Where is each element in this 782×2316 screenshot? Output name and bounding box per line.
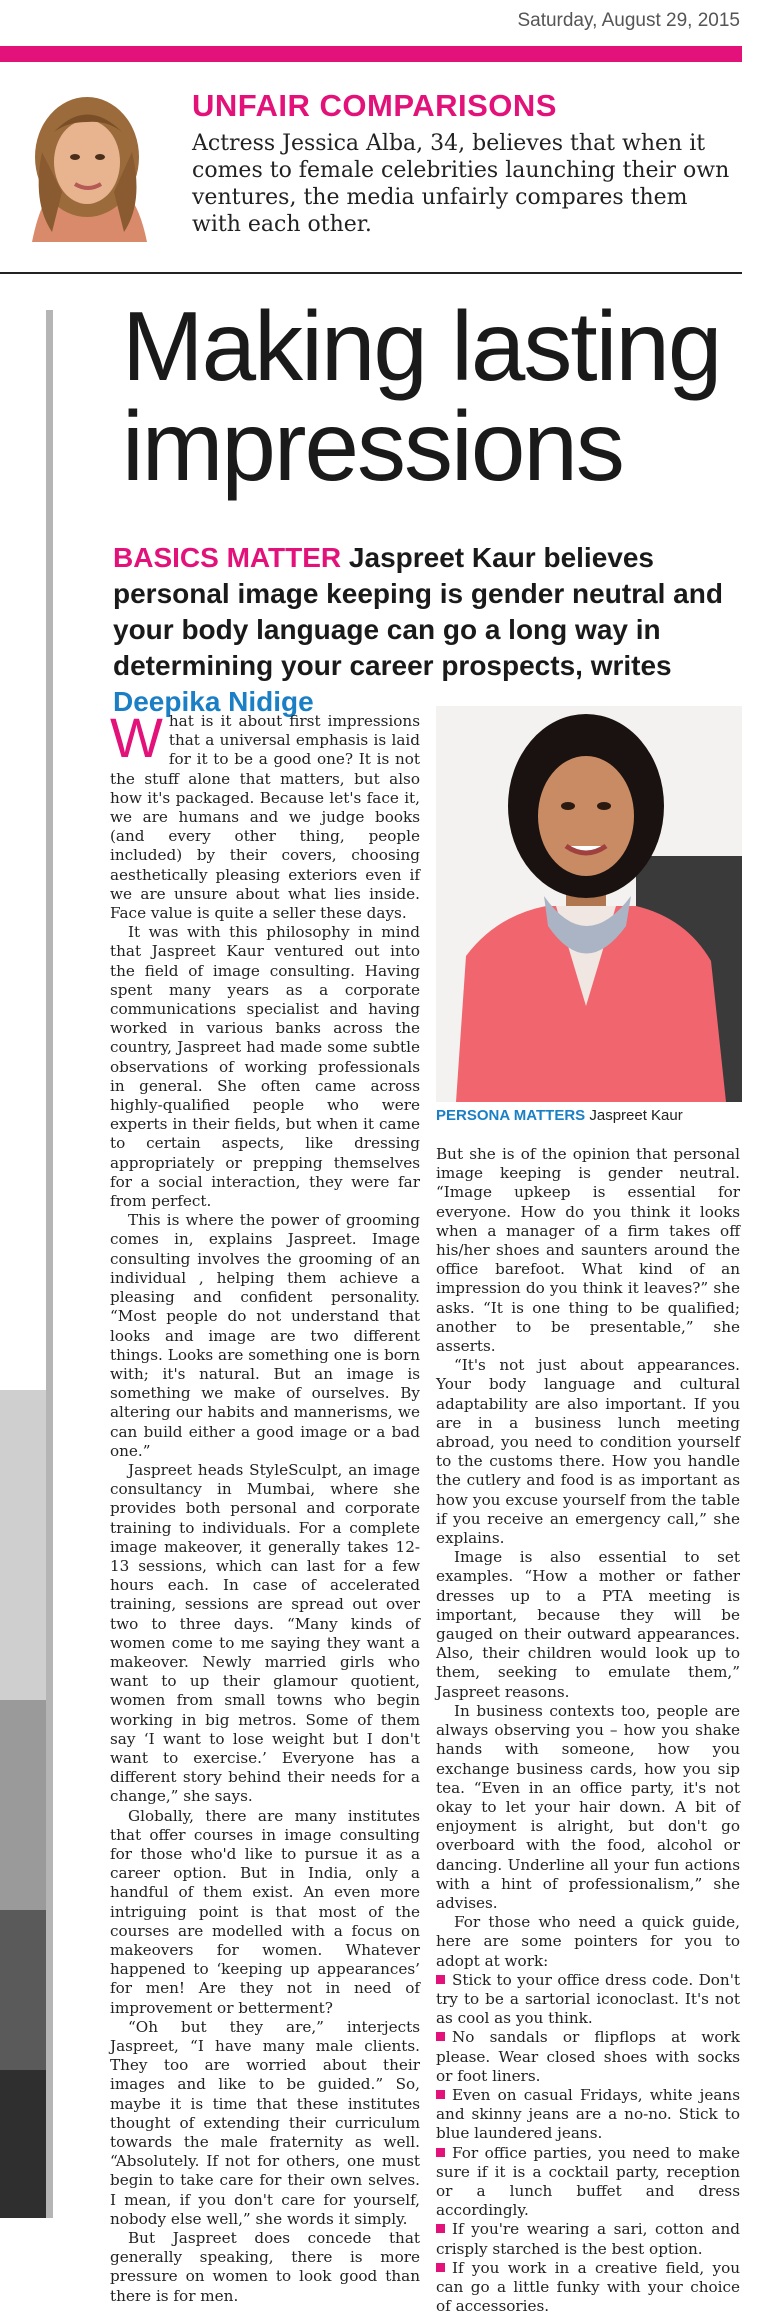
tip-item: Stick to your office dress code. Don't try to be a sartorial iconoclast. It's not as cool as you think. xyxy=(436,1970,740,2028)
drop-cap: W xyxy=(110,706,163,769)
top-color-bar xyxy=(0,46,742,62)
portrait-photo xyxy=(436,706,742,1102)
tip-item: No sandals or flipflops at work please. Wear closed shoes with socks or foot liners. xyxy=(436,2028,740,2085)
deck-text: Jaspreet Kaur believes personal image keeping is gender neutral and your body language can go a long way in determining your career prospects, writes xyxy=(113,542,723,681)
article-column-1 xyxy=(110,706,420,2306)
bullet-icon xyxy=(436,1975,445,1984)
paragraph: “It's not just about appearances. Your body language and cultural adaptability are also important. If you are in a business lunch meeting abroad, you need to condition yourself to the customs there. How you handle the cutlery and food is as important as how you excuse yourself from the table if you receive an emergency call,” she explains. xyxy=(436,1356,740,1548)
article-column-2 xyxy=(436,1145,740,2316)
paragraph: This is where the power of grooming comes in, explains Jaspreet. Image consulting involves the grooming of an individual , helping them achieve a pleasing and confident personality. “Most people do not understand that looks and image are two different things. Looks are something one is born with; it's natural. But an image is something we make of ourselves. By altering our habits and mannerisms, we can build either a good image or a bad one.” xyxy=(110,1211,420,1460)
photo-caption xyxy=(436,1107,683,1124)
paragraph: It was with this philosophy in mind that Jaspreet Kaur ventured out into the field of image consulting. Having spent many years as a corporate communications specialist and having worked in various banks across the country, Jaspreet had made some subtle observations of working professionals in general. She often came across highly-qualified people who were experts in their fields, but when it came to certain aspects, like dressing appropriately or prepping themselves for a social interaction, they were far from perfect. xyxy=(110,923,420,1211)
issue-date: Saturday, August 29, 2015 xyxy=(517,10,740,31)
article-headline: Making lasting impressions xyxy=(122,291,721,501)
teaser-text: Actress Jessica Alba, 34, believes that when it comes to female celebrities launching their own ventures, the media unfairly compares them with each other. xyxy=(192,131,730,237)
caption-kicker: PERSONA MATTERS xyxy=(436,1107,586,1124)
tip-item: If you work in a creative field, you can go a little funky with your choice of accessories. xyxy=(436,2258,740,2316)
paragraph: But Jaspreet does concede that generally speaking, there is more pressure on women to look good than there is for men. xyxy=(110,2229,420,2305)
adjacent-photo-strip xyxy=(0,310,65,2218)
bullet-icon xyxy=(436,2263,445,2272)
paragraph: For those who need a quick guide, here are some pointers for you to adopt at work: xyxy=(436,1913,740,1970)
paragraph: Globally, there are many institutes that offer courses in image consulting for those who'd like to pursue it as a career option. But in India, only a handful of them exist. An even more intriguing point is that most of the courses are modelled with a focus on makeovers for women. Whatever happened to ‘keeping up appearances’ for men! Are they not in need of improvement or betterment? xyxy=(110,1806,420,2017)
teaser-title: UNFAIR COMPARISONS xyxy=(192,88,557,123)
bullet-icon xyxy=(436,2148,445,2157)
author-byline: Deepika Nidige xyxy=(113,686,314,717)
paragraph: “Oh but they are,” interjects Jaspreet, “I have many male clients. They too are worried about their images and like to be guided.” So, maybe it is time that these institutes thought of extending their curriculum towards the male fraternity as well. “Absolutely. If not for others, one must begin to take care for their own selves. I mean, if you don't care for yourself, nobody else well,” she words it simply. xyxy=(110,2017,420,2228)
paragraph: What is it about first impressions that a universal emphasis is laid for it to be a good one? It is not the stuff alone that matters, but also how it's packaged. Because let's face it, we are humans and we judge books (and every other thing, people included) by their covers, choosing aesthetically pleasing exteriors even if we are unsure about what lies inside. Face value is quite a seller these days. xyxy=(110,706,420,923)
paragraph: Image is also essential to set examples. “How a mother or father dresses up to a PTA meeting is important, because they will be gauged on their outward appearances. Also, their children would look up to them, seeking to emulate them,” Jaspreet reasons. xyxy=(436,1548,740,1701)
tip-item: If you're wearing a sari, cotton and crisply starched is the best option. xyxy=(436,2220,740,2258)
bullet-icon xyxy=(436,2032,445,2041)
tip-item: Even on casual Fridays, white jeans and skinny jeans are a no-no. Stick to blue laundered jeans. xyxy=(436,2085,740,2143)
paragraph: In business contexts too, people are always observing you – how you shake hands with someone, how you exchange business cards, how you sip tea. “Even in an office party, it's not okay to let your hair down. A bit of enjoyment is alright, but don't go overboard with the food, alcohol or dancing. Underline all your fun actions with a hint of professionalism,” she advises. xyxy=(436,1701,740,1912)
bullet-icon xyxy=(436,2224,445,2233)
section-divider xyxy=(0,272,742,274)
article-deck xyxy=(113,540,743,720)
teaser-photo xyxy=(12,92,162,242)
caption-name: Jaspreet Kaur xyxy=(585,1107,683,1124)
deck-kicker: BASICS MATTER xyxy=(113,542,342,573)
tip-item: For office parties, you need to make sure if it is a cocktail party, reception or a lunch buffet and dress accordingly. xyxy=(436,2143,740,2220)
paragraph: But she is of the opinion that personal image keeping is gender neutral. “Image upkeep is essential for everyone. How do you think it looks when a manager of a firm takes off his/her shoes and saunters around the office barefoot. What kind of an impression do you think it leaves?” she asks. “It is one thing to be qualified; another to be presentable,” she asserts. xyxy=(436,1145,740,1356)
bullet-icon xyxy=(436,2090,445,2099)
paragraph: Jaspreet heads StyleSculpt, an image consultancy in Mumbai, where she provides both personal and corporate training to individuals. For a complete image makeover, it generally takes 12-13 sessions, which can last for a few hours each. In case of accelerated training, sessions are spread out over two to three days. “Many kinds of women come to me saying they want a makeover. Newly married girls who want to up their glamour quotient, women from small towns who begin working in big metros. Some of them say ‘I want to lose weight but I don't want to exercise.’ Everyone has a different story behind their needs for a change,” she says. xyxy=(110,1460,420,1806)
